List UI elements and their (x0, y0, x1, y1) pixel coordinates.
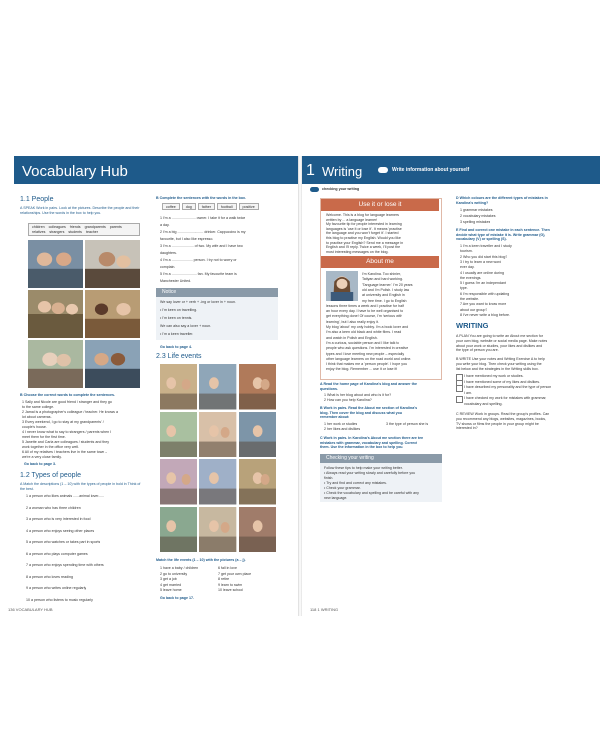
life-event-item: 9 learn to swim (218, 582, 243, 587)
life-event-item: 7 get your own place (218, 571, 252, 576)
life-event-photo (160, 364, 197, 410)
right-page (302, 156, 600, 616)
checklist-item: I have mentioned my work or studies. (464, 374, 524, 378)
life-event-photo (199, 364, 236, 410)
rc-heading: C Work in pairs. In Karolina's About me section there are ten (320, 436, 424, 440)
about-me-line: and watch in Polish and English. (326, 335, 378, 340)
b-sentence: 3 Every weekend, I go to stay at my grandparents' / (22, 420, 104, 424)
life-event-item: 10 leave school (218, 588, 243, 592)
rb-heading-3: remember about: (320, 415, 350, 420)
life-event-item: 5 leave home (160, 588, 182, 592)
about-me-line: lessons three times a week and I practise for half (326, 303, 404, 308)
c-sentence: favourite, but I also like espresso. (160, 237, 214, 241)
writing-write-line: you write your blog. Then check your writing using the (456, 361, 542, 366)
notice-line: • I'm keen on tennis. (160, 316, 193, 320)
use-it-line: English and I'll reply. Twice a week, I'll post the (326, 245, 401, 250)
rb-item-3: 3 the type of person she is (386, 422, 429, 426)
checking-line: • Always read your writing slowly and carefully before you (324, 471, 416, 475)
b-sentence: work together in the office very well. (22, 445, 80, 449)
life-event-photo (160, 459, 197, 505)
about-me-line: people who ask questions. I'm interested in creative (326, 346, 409, 351)
rb-item-2: 2 her likes and dislikes (324, 427, 361, 431)
c-box-item: football (217, 203, 237, 210)
word-box-item: teacher (85, 229, 98, 234)
a-instruction: A SPEAK Work in pairs. Look at the pictures. Describe the people and their relationships. Use the words in the box to help you. (20, 206, 140, 215)
life-event-item: 3 get a job (160, 577, 177, 581)
about-me-line: My blog 'about' my only hobby. I'm a book lover and (326, 325, 409, 329)
rd-item: 2 vocabulary mistakes (460, 214, 496, 218)
about-me-line: old and I'm Polish. I study law (362, 287, 410, 292)
a2-heading: A Match the descriptions (1 – 10) with the types of people in bold in Think of the best. (20, 482, 141, 491)
use-it-line: this blog to practise my English. Would you like (326, 236, 401, 240)
life-event-photo (199, 412, 236, 458)
word-box-item: colleagues (48, 225, 66, 229)
use-it-line: written by ... a language learner! (326, 217, 378, 222)
life-event-item: 4 get married (160, 582, 182, 587)
b-sentence: 5 Janette and Carla are colleagues / students and they (22, 440, 110, 444)
type-of-person-item: 3 a person who is very interested in food (26, 517, 91, 521)
writing-write-line: B WRITE Use your notes and Writing Exercise A to help (456, 357, 545, 361)
about-me-line: I think that makes me a 'person people'. I hope you (326, 362, 408, 367)
life-event-photo (239, 412, 276, 458)
karolina-photo (326, 271, 358, 301)
checklist-item: I have mentioned some of my likes and dislikes. (464, 379, 541, 384)
goal-sub-icon (310, 187, 319, 192)
ra-question: 2 How can you help Karolina? (324, 398, 372, 402)
rd-heading-2: Karolina's writing? (456, 200, 489, 205)
about-me-line: an hour every day. I have to be well organised to (326, 309, 404, 314)
c-box-item: positive (239, 203, 259, 210)
type-of-person-item: 6 a person who plays computer games (26, 551, 88, 556)
unit-number: 1 (306, 162, 315, 179)
b-sentence: 2 Jamal is a photographer's colleague / teacher. He knows a (22, 410, 118, 414)
rd-item: 3 spelling mistakes (460, 220, 491, 224)
life-event-photo (160, 412, 197, 458)
about-me-line: types and I love meeting new people – especially (326, 351, 405, 356)
life-event-item: 1 have a baby / children (160, 566, 199, 570)
checklist-item: I have checked my work for mistakes with grammar, (464, 396, 547, 401)
type-of-person-item: 10 a person who listens to music regularly (26, 597, 93, 602)
life-event-photo (160, 507, 197, 553)
type-of-person-item: 7 a person who enjoys spending time with others (26, 563, 104, 567)
c-sentence: 4 I'm a ..................... person. I try not to worry or (160, 258, 237, 262)
type-of-person-item: 8 a person who loves reading (26, 574, 73, 579)
about-me-heading: About me (321, 256, 439, 268)
photo-teacher (85, 290, 140, 338)
word-box-item: children (32, 225, 45, 229)
c-sentence: 1 I'm a ........................ owner. I take it for a walk twice (160, 216, 246, 220)
goal-sub: checking your writing (322, 187, 360, 191)
about-me-line: 'Tanguage learner.' I'm 20 years (362, 282, 413, 287)
writing-goal: Write information about yourself (392, 167, 470, 173)
life-event-photo (239, 459, 276, 505)
re-item: ever day. (460, 265, 475, 270)
c-sentence: Manchester United. (160, 279, 192, 283)
re-item: 3 I try to learn a new word (460, 259, 502, 264)
photo-family (28, 290, 83, 338)
notice-line: We say lover or + verb + -ing or lover in + noun. (160, 300, 236, 304)
life-event-photo (199, 459, 236, 505)
rc-heading-2: mistakes with grammar, vocabulary and spelling. Correct (320, 440, 418, 445)
word-box-item: relatives (32, 229, 46, 234)
checklist-item: vocabulary and spelling. (464, 402, 503, 406)
ra-heading: A Read the home page of Karolina's blog and answer the (320, 382, 417, 386)
use-it-line: the language and you won't forget it'. I started (326, 231, 399, 236)
c-word-box (162, 203, 274, 210)
rc-heading-3: them. Use the information in the box to help you. (320, 445, 404, 450)
about-me-line: get everything done! Of course, I'm 'serious with (326, 314, 403, 319)
life-event-item: 6 fall in love (218, 566, 237, 570)
about-me-line: I'm also a keen old black and white films. I read (326, 330, 402, 335)
vocabulary-hub-band (14, 156, 298, 184)
life-event-item: 8 retire (218, 577, 230, 581)
checking-heading: Checking your writing (320, 454, 442, 463)
notice-line: We can also say a lover + noun. (160, 324, 212, 328)
use-it-line: to practise your English? Send me a message in (326, 240, 404, 245)
c-box-item: dog (182, 203, 196, 210)
rb-heading: B Work in pairs. Read the About me section of Karolina's (320, 406, 418, 410)
checklist-checkbox[interactable] (456, 385, 463, 392)
photo-friends (28, 240, 83, 288)
about-me-line: other language learners on the road world and online. (326, 356, 412, 361)
about-me-line: I'm a curious, sociable person and I like talk to (326, 340, 400, 345)
left-footer: 136 VOCABULARY HUB (8, 607, 53, 612)
life-events-photo-grid (160, 364, 276, 552)
word-box (28, 223, 140, 236)
writing-heading: WRITING (456, 321, 489, 330)
checking-line: Follow these tips to help make your writing better. (324, 466, 403, 470)
notice-line: • I'm a keen traveller. (160, 332, 194, 336)
b-sentence: to the same college. (22, 405, 55, 409)
c-sentence: complain. (160, 265, 176, 269)
go-back-link-3[interactable]: Go back to page 17. (160, 596, 194, 600)
re-item: type. (460, 286, 468, 291)
use-it-line: most interesting messages on the blog. (326, 249, 389, 254)
writing-review-line: you recommend any blogs, websites, magazines, books, (456, 416, 547, 421)
re-item: 6 I'm responsible with updating (460, 291, 510, 296)
writing-review-line: TV shows or films the people in your group might be (456, 421, 539, 426)
c-heading: B Complete the sentences with the words in the box. (156, 196, 247, 200)
re-item: 2 Who you did start this blog? (460, 254, 508, 259)
photo-students (85, 340, 140, 388)
writing-review-line: interested in? (456, 426, 478, 431)
re-item: 7 Are you want to know more (460, 302, 507, 307)
checking-line: • Check the vocabulary and spelling and be careful with any (324, 491, 419, 495)
about-me-line: my free time. I go to English (362, 298, 407, 303)
checklist-item: I have described my personality and the type of person (464, 385, 552, 390)
writing-plan-line: your own blog, website or social media page. Make notes (456, 338, 548, 343)
vocabulary-hub-title: Vocabulary Hub (22, 163, 128, 180)
rb-item-1: 1 her work or studies (324, 422, 358, 426)
re-item: 8 I've never write a blog before. (460, 312, 511, 317)
type-of-person-item: 1 a person who likes animals ......animal lover...... (26, 494, 105, 498)
writing-title: Writing (322, 164, 363, 179)
rd-heading: D Which colours are the different types of mistakes in (456, 196, 548, 200)
writing-review-line: C REVIEW Work in groups. Read the group's profiles. Can (456, 412, 550, 416)
b-sentence: lot about cameras. (22, 415, 52, 419)
b-sentence: 4 I never know what to say to strangers / parents when I (22, 430, 112, 434)
about-me-line: I'm Karolina. Too shinier, (362, 272, 401, 276)
checklist-checkbox[interactable] (456, 396, 463, 403)
type-of-person-item: 4 a person who enjoys seeing other places (26, 528, 95, 533)
use-it-line: My favourite tip for people interested in learning (326, 222, 402, 227)
c-box-item: coffee (162, 203, 180, 210)
section-1-2-heading: 1.2 Types of people (20, 472, 81, 479)
checking-line: new language. (324, 496, 348, 500)
book-spread (0, 156, 600, 616)
b-sentence: couple's house. (22, 425, 47, 429)
use-it-line: languages is 'use it or lose it'. It means 'practise (326, 226, 402, 231)
life-event-photo (239, 364, 276, 410)
type-of-person-item: 9 a person who writes online regularly (26, 586, 87, 590)
writing-plan-line: the type of person you are. (456, 348, 499, 353)
ra-question: 1 What is her blog about and who is it for? (324, 393, 392, 397)
type-of-person-item: 5 a person who watches or takes part in sports (26, 540, 101, 544)
writing-plan-line: A PLAN You are going to write an About me section for (456, 334, 543, 338)
life-heading: Match the life events (1 – 10) with the pictures (a – j). (156, 558, 246, 562)
word-box-item: strangers (49, 229, 65, 234)
people-photo-grid (28, 240, 140, 388)
c-sentence: 3 I'm a ...................... of two. My wife and I have two (160, 244, 243, 248)
word-box-item: parents (109, 225, 122, 229)
writing-write-line: list below and the strategies in the Writing skills box. (456, 366, 539, 371)
checklist-item: I am. (464, 390, 472, 395)
re-item: the website. (460, 297, 480, 301)
checking-line: • Try and find and correct any mistakes. (324, 481, 387, 485)
type-of-person-item: 2 a woman who has three children (26, 505, 81, 510)
b-heading: B Choose the correct words to complete the sentences. (20, 393, 116, 397)
section-1-1-heading: 1.1 People (20, 196, 54, 203)
about-me-line: at university and English in (362, 293, 405, 298)
c-sentence: daughters. (160, 251, 177, 255)
word-box-item: students (68, 229, 82, 234)
word-box-item: friends (69, 225, 81, 229)
about-me-line: enjoy the blog. Remember ... use it or lose it! (326, 367, 398, 372)
goal-arrow-icon (378, 167, 388, 173)
b-sentence: 6 All of my relatives / teachers live in the same town – (22, 450, 108, 454)
photo-colleagues (85, 240, 140, 288)
rb-heading-2: blog. Then cover the blog and discuss what you (320, 410, 403, 415)
re-item: 1 I'm a keen traveller and I study (460, 244, 512, 248)
writing-band (302, 156, 600, 184)
right-footer: 118 1 WRITING (310, 607, 339, 612)
c-box-item: father (198, 203, 215, 210)
c-sentence: 5 I'm a ......................... fan. My favourite team is (160, 272, 237, 276)
notice-heading: Notice (156, 288, 278, 297)
c-sentence: a day. (160, 223, 170, 227)
use-it-line: Welcome. This is a blog for language learners (326, 213, 399, 217)
life-event-item: 2 go to university (160, 571, 188, 576)
rd-item: 1 grammar mistakes (460, 208, 493, 212)
photo-grandparents (28, 340, 83, 388)
ra-heading-2: questions. (320, 386, 338, 391)
re-item: 5 I guess I'm an independant (460, 281, 507, 286)
about-me-line: learning', but I also really enjoy it. (326, 319, 380, 324)
go-back-link-1[interactable]: Go back to page 3. (24, 462, 56, 466)
notice-line: • I'm keen on travelling. (160, 308, 198, 312)
about-me-line: Tatiyan and hard working. (362, 277, 403, 282)
b-sentence: we're a very close family. (22, 455, 62, 459)
word-box-item: grandparents (84, 225, 106, 229)
life-event-photo (239, 507, 276, 553)
re-item: the evenings. (460, 275, 482, 280)
re-heading: E Find and correct one mistake in each sentence. Then (456, 228, 550, 232)
use-it-heading: Use it or lose it (321, 199, 439, 211)
life-event-photo (199, 507, 236, 553)
go-back-link-2[interactable]: Go back to page 4. (160, 345, 192, 349)
checking-line: • Check your grammar. (324, 486, 361, 490)
re-item: 4 I usually are online during (460, 270, 504, 275)
checking-line: finish. (324, 476, 334, 480)
re-item: tourism. (460, 249, 473, 254)
b-sentence: 1 Sally and Nicole are good friend / stranger and they go (22, 400, 112, 404)
b-sentence: meet them for the first time. (22, 435, 66, 439)
c-sentence: 2 I'm a big .......................... drinker. Cappuccino is my (160, 230, 246, 234)
re-heading-3: vocabulary (V) or spelling (S). (456, 237, 507, 242)
writing-plan-line: about your work or studies, your likes and dislikes and (456, 343, 543, 348)
left-page (0, 156, 298, 616)
re-heading-2: decide what type of mistake it is. Write grammar (G), (456, 232, 546, 237)
re-item: about our group? (460, 307, 488, 312)
section-2-3-heading: 2.3 Life events (156, 353, 202, 360)
